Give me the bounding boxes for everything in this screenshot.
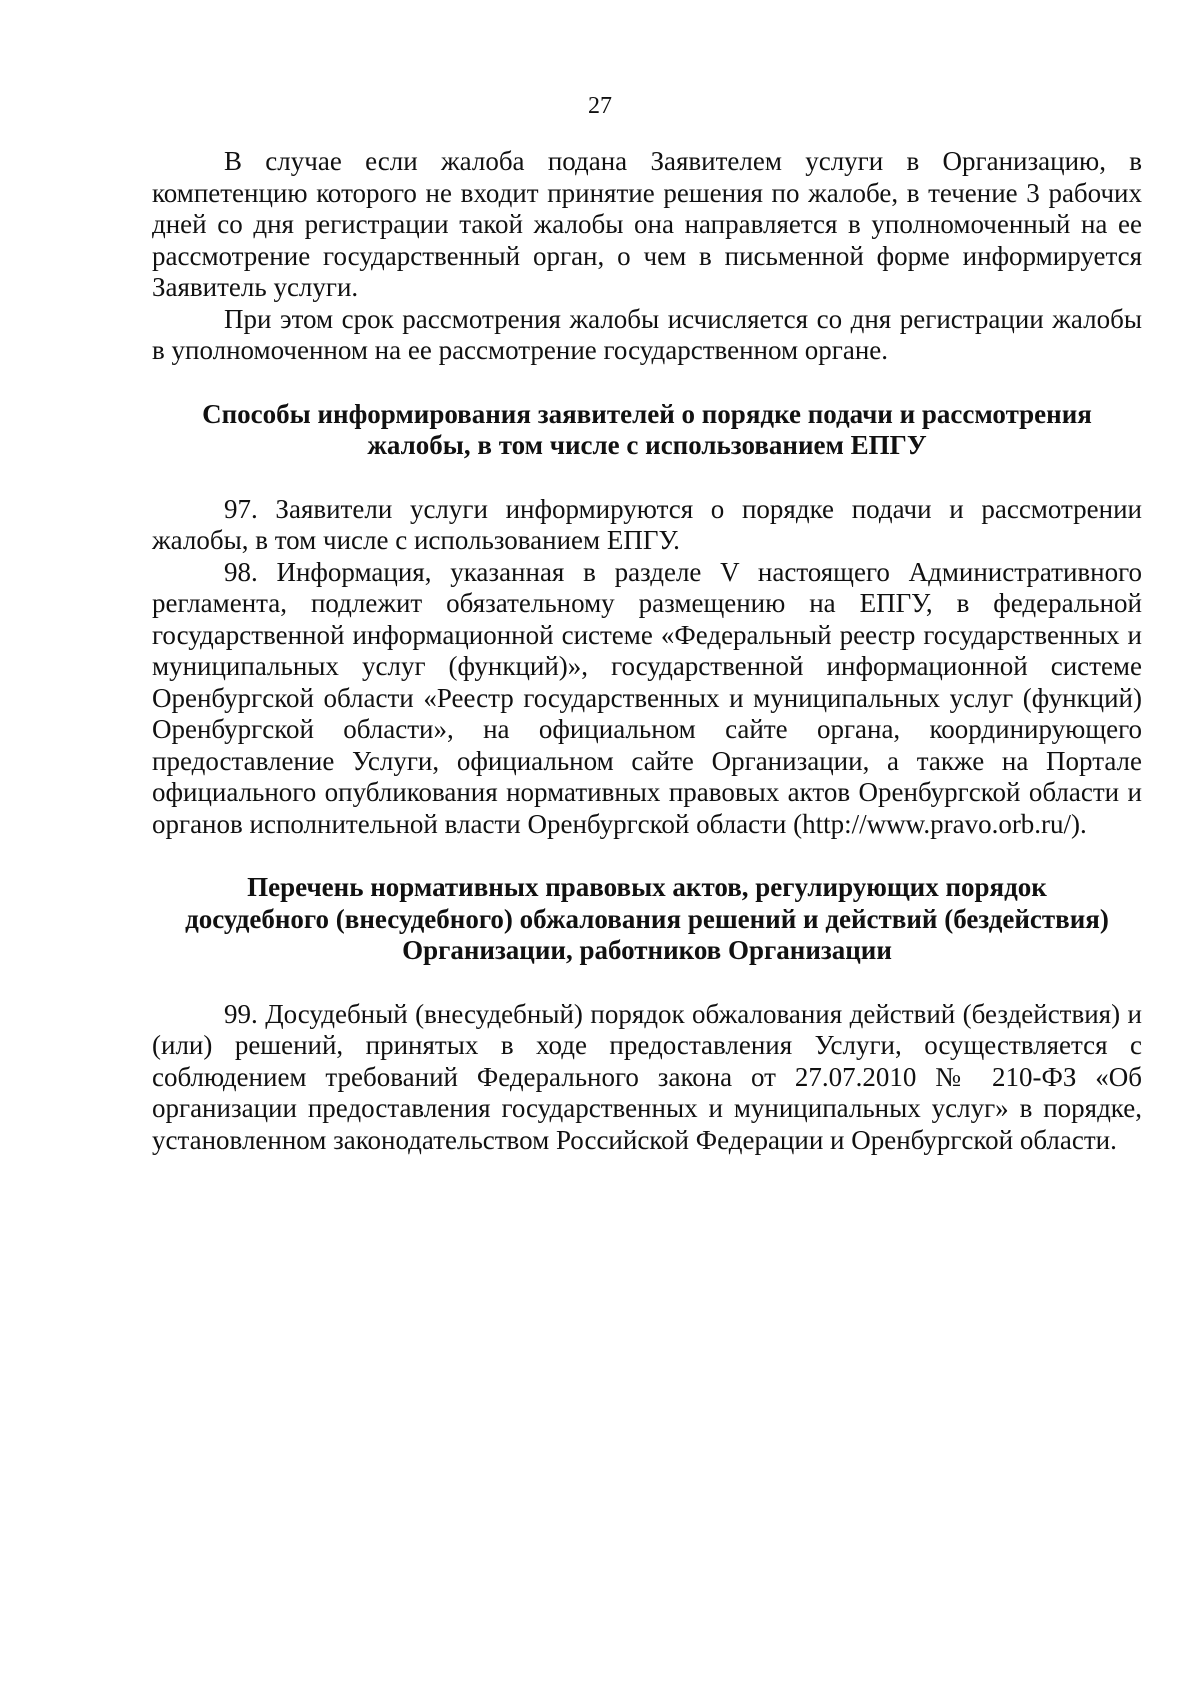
document-body	[152, 146, 1142, 1156]
paragraph-complaint-redirect: В случае если жалоба подана Заявителем услуги в Организацию, в компетенцию которого не входит принятие решения по жалобе, в течение 3 рабочих дней со дня регистрации такой жалобы она направляется в уполномоченный на ее рассмотрение государственный орган, о чем в письменной форме информируется Заявитель услуги.	[152, 146, 1142, 302]
paragraph-98: 98. Информация, указанная в разделе V настоящего Административного регламента, подлежит обязательному размещению на ЕПГУ, в федеральной государственной информационной системе «Федеральный реестр государственных и муниципальных услуг (функций)», государственной информационной системе Оренбургской области «Реестр государственных и муниципальных услуг (функций) Оренбургской области», на официальном сайте органа, координирующего предоставление Услуги, официальном сайте Организации, а также на Портале официального опубликования нормативных правовых актов Оренбургской области и органов исполнительной власти Оренбургской области (http://www.pravo.orb.ru/).	[152, 556, 1142, 839]
spacer	[152, 967, 1142, 999]
page-number: 27	[588, 93, 612, 119]
heading-line: жалобы, в том числе с использованием ЕПГУ	[367, 430, 927, 460]
spacer	[152, 840, 1142, 872]
heading-line: Организации, работников Организации	[402, 935, 892, 965]
heading-line: Перечень нормативных правовых актов, регулирующих порядок	[247, 872, 1047, 902]
paragraph-97: 97. Заявители услуги информируются о порядке подачи и рассмотрении жалобы, в том числе с использованием ЕПГУ.	[152, 493, 1142, 555]
paragraph-99: 99. Досудебный (внесудебный) порядок обжалования действий (бездействия) и (или) решений, принятых в ходе предоставления Услуги, осуществляется с соблюдением требований Федерального закона от 27.07.2010 № 210-ФЗ «Об организации предоставления государственных и муниципальных услуг» в порядке, установленном законодательством Российской Федерации и Оренбургской области.	[152, 998, 1142, 1155]
section-heading-regulatory-acts	[152, 872, 1142, 967]
spacer	[152, 367, 1142, 399]
section-heading-informing-methods	[152, 399, 1142, 462]
spacer	[152, 462, 1142, 494]
heading-line: Способы информирования заявителей о порядке подачи и рассмотрения	[202, 398, 1092, 429]
paragraph-complaint-term: При этом срок рассмотрения жалобы исчисляется со дня регистрации жалобы в уполномоченном на ее рассмотрение государственном органе.	[152, 303, 1142, 365]
heading-line: досудебного (внесудебного) обжалования решений и действий (бездействия)	[185, 903, 1109, 934]
